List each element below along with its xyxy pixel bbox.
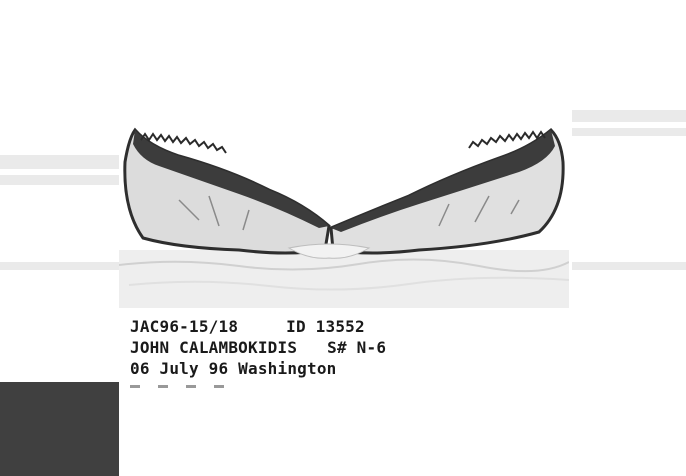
scan-band-right-2 bbox=[572, 128, 686, 136]
photo-caption bbox=[130, 316, 570, 379]
sighting-label: S# N-6 bbox=[327, 338, 387, 357]
fluke-photo bbox=[119, 100, 569, 308]
date-location: 06 July 96 Washington bbox=[130, 359, 337, 378]
caption-line-1 bbox=[130, 316, 570, 337]
scan-band-right-3 bbox=[572, 262, 686, 270]
whale-fluke-icon bbox=[119, 100, 569, 308]
dark-corner-block bbox=[0, 382, 119, 476]
caption-line-2 bbox=[130, 337, 570, 358]
id-label: ID 13552 bbox=[286, 317, 365, 336]
sea-surface bbox=[119, 250, 569, 308]
scan-band-right-1 bbox=[572, 110, 686, 122]
clipped-text-line bbox=[130, 378, 250, 388]
caption-line-3 bbox=[130, 358, 570, 379]
photographer-name: JOHN CALAMBOKIDIS bbox=[130, 338, 298, 357]
scan-band-left-2 bbox=[0, 175, 119, 185]
scan-band-left-1 bbox=[0, 155, 119, 169]
catalog-code: JAC96-15/18 bbox=[130, 317, 239, 336]
scan-band-left-3 bbox=[0, 262, 119, 270]
